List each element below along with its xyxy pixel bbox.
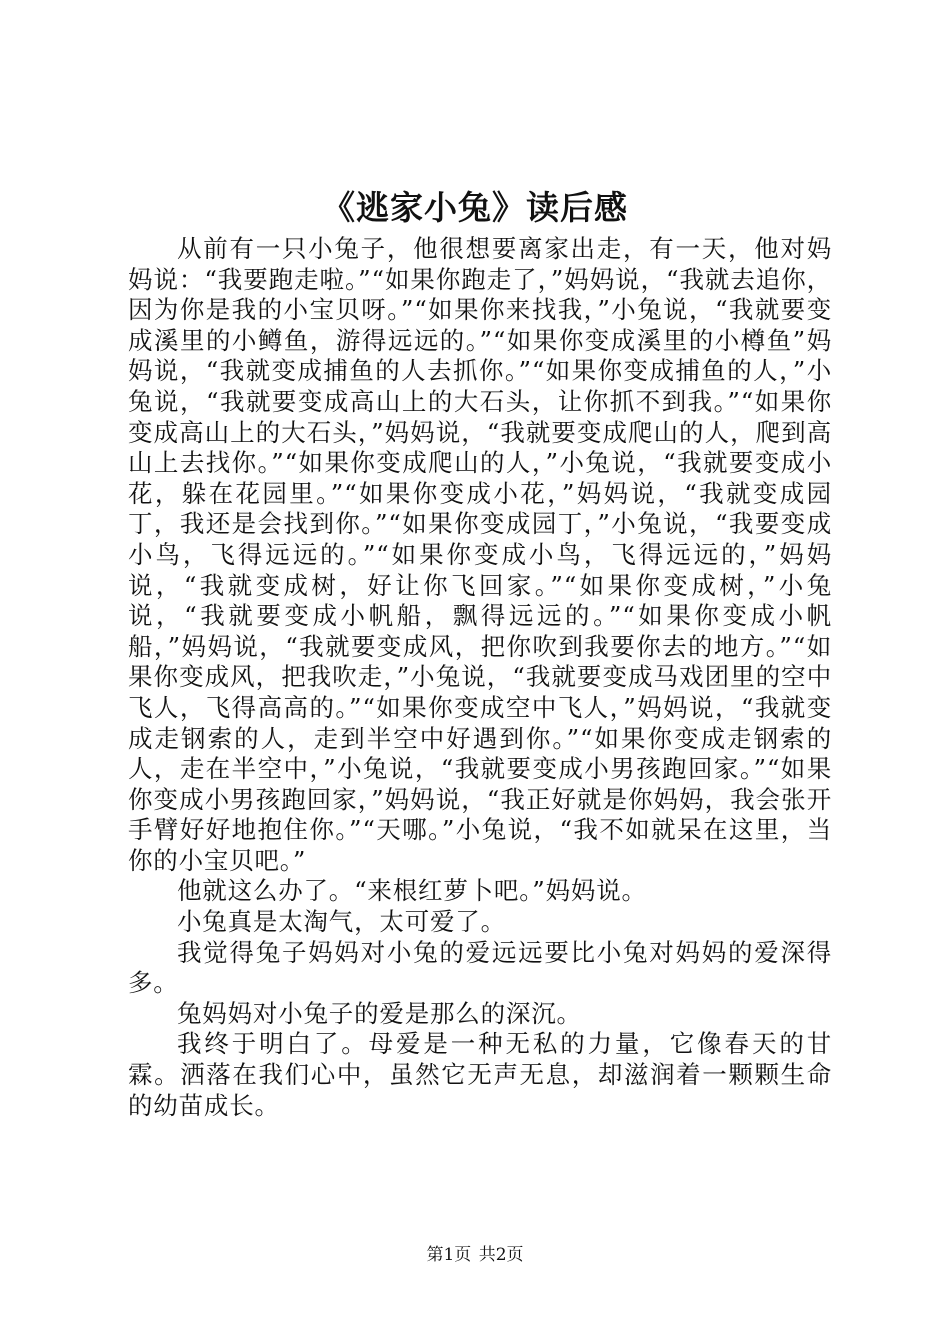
page-number: 第1页 (426, 1245, 472, 1265)
document-title: 《逃家小兔》读后感 (322, 188, 628, 227)
paragraph-story: 从前有一只小兔子，他很想要离家出走，有一天，他对妈妈说：“我要跑走啦。”“如果你跑走了，”妈妈说，“我就去追你，因为你是我的小宝贝呀。”“如果你来找我，”小兔说，“我就要变成溪里的小鳟鱼，游得远远的。”“如果你变成溪里的小樽鱼”妈妈说，“我就变成捕鱼的人去抓你。”“如果你变成捕鱼的人，”小兔说，“我就要变成高山上的大石头，让你抓不到我。”“如果你变成高山上的大石头，”妈妈说，“我就要变成爬山的人，爬到高山上去找你。”“如果你变成爬山的人，”小兔说，“我就要变成小花，躲在花园里。”“如果你变成小花，”妈妈说，“我就变成园丁，我还是会找到你。”“如果你变成园丁，”小兔说，“我要变成小鸟，飞得远远的。”“如果你变成小鸟，飞得远远的，”妈妈说，“我就变成树，好让你飞回家。”“如果你变成树，”小兔说，“我就要变成小帆船，飘得远远的。”“如果你变成小帆船，”妈妈说，“我就要变成风，把你吹到我要你去的地方。”“如果你变成风，把我吹走，”小兔说，“我就要变成马戏团里的空中飞人，飞得高高的。”“如果你变成空中飞人，”妈妈说，“我就变成走钢索的人，走到半空中好遇到你。”“如果你变成走钢索的人，走在半空中，”小兔说，“我就要变成小男孩跑回家。”“如果你变成小男孩跑回家，”妈妈说，“我正好就是你妈妈，我会张开手臂好好地抱住你。”“天哪。”小兔说，“我不如就呆在这里，当你的小宝贝吧。” (128, 234, 832, 875)
paragraph-deep-love: 兔妈妈对小兔子的爱是那么的深沉。 (177, 998, 582, 1028)
paragraph-carrot: 他就这么办了。“来根红萝卜吧。”妈妈说。 (177, 876, 647, 906)
document-body (128, 234, 832, 1121)
page-footer (0, 1243, 950, 1267)
paragraph-love-compare: 我觉得兔子妈妈对小兔的爱远远要比小兔对妈妈的爱深得多。 (128, 937, 832, 998)
paragraph-conclusion: 我终于明白了。母爱是一种无私的力量，它像春天的甘霖。洒落在我们心中，虽然它无声无息，却滋润着一颗颗生命的幼苗成长。 (128, 1029, 832, 1120)
page-total: 共2页 (478, 1245, 524, 1265)
paragraph-naughty: 小兔真是太淘气，太可爱了。 (177, 907, 506, 937)
